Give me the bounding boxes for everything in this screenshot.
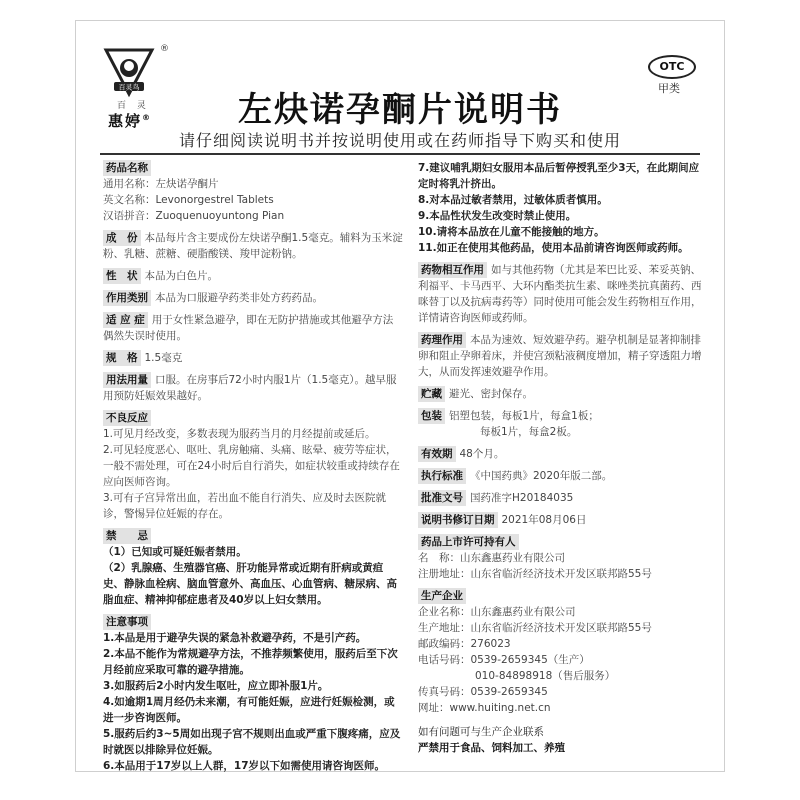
prohibition-note: 严禁用于食品、饲料加工、养殖 xyxy=(418,742,565,754)
precaution-item: 6.本品用于17岁以上人群，17岁以下如需使用请咨询医师。 xyxy=(103,760,386,772)
label-package: 包装 xyxy=(418,408,445,424)
section-manufacturer xyxy=(418,588,703,716)
section-appearance xyxy=(103,268,403,284)
manufacturer-postcode: 邮政编码：276023 xyxy=(418,638,511,650)
label-category: 作用类别 xyxy=(103,290,151,306)
section-pharmacology xyxy=(418,332,703,380)
contraindication-item: （2）乳腺癌、生殖器官癌、肝功能异常或近期有肝病或黄疸史、静脉血栓病、脑血管意外、高血压、心血管病、糖尿病、高脂血症、精神抑郁症患者及40岁以上妇女禁用。 xyxy=(103,562,397,606)
contraindication-item: （1）已知或可疑妊娠者禁用。 xyxy=(103,546,247,558)
section-drug-name xyxy=(103,160,403,224)
section-storage xyxy=(418,386,703,402)
label-storage: 贮藏 xyxy=(418,386,445,402)
label-standard: 执行标准 xyxy=(418,468,466,484)
precaution-item: 2.本品不能作为常规避孕方法，不推荐频繁使用，服药后至下次月经前应采取可靠的避孕措施。 xyxy=(103,648,398,676)
mah-address: 注册地址：山东省临沂经济技术开发区联邦路55号 xyxy=(418,568,652,580)
label-spec: 规 格 xyxy=(103,350,141,366)
precaution-item: 10.请将本品放在儿童不能接触的地方。 xyxy=(418,226,605,238)
manufacturer-phone: 电话号码：0539-2659345（生产） xyxy=(418,654,590,666)
pinyin-name: 汉语拼音：Zuoquenuoyuntong Pian xyxy=(103,210,285,222)
revision-text: 2021年08月06日 xyxy=(501,514,587,526)
otc-badge: OTC xyxy=(648,55,696,79)
generic-name: 通用名称：左炔诺孕酮片 xyxy=(103,178,219,190)
section-contraindications xyxy=(103,528,403,608)
manufacturer-name: 企业名称：山东鑫惠药业有限公司 xyxy=(418,606,576,618)
section-category xyxy=(103,290,403,306)
brand-name: 惠婷® xyxy=(108,112,153,130)
precaution-item: 5.服药后约3~5周如出现子宫不规则出血或严重下腹疼痛，应及时就医以排除异位妊娠。 xyxy=(103,728,401,756)
interactions-text: 如与其他药物（尤其是苯巴比妥、苯妥英钠、利福平、卡马西平、大环内酯类抗生素、咪唑类抗真菌药、西咪替丁以及抗病毒药等）同时使用可能会发生药物相互作用，详情请咨询医师或药师。 xyxy=(418,264,702,324)
mah-name: 名 称：山东鑫惠药业有限公司 xyxy=(418,552,565,564)
label-drug-name: 药品名称 xyxy=(103,160,151,176)
document-subtitle: 请仔细阅读说明书并按说明使用或在药师指导下购买和使用 xyxy=(178,131,621,150)
contact-note: 如有问题可与生产企业联系 xyxy=(418,726,544,738)
manufacturer-phone: 010-84898918（售后服务） xyxy=(475,670,616,682)
document-title: 左炔诺孕酮片说明书 xyxy=(238,90,562,130)
section-standard xyxy=(418,468,703,484)
usage-text: 口服。在房事后72小时内服1片（1.5毫克）。越早服用预防妊娠效果越好。 xyxy=(103,374,397,402)
section-mah xyxy=(418,534,703,582)
precaution-item: 1.本品是用于避孕失误的紧急补救避孕药，不是引产药。 xyxy=(103,632,367,644)
precaution-item: 8.对本品过敏者禁用，过敏体质者慎用。 xyxy=(418,194,608,206)
package-text: 每板1片，每盒2板。 xyxy=(480,426,578,438)
indications-text: 用于女性紧急避孕，即在无防护措施或其他避孕方法偶然失误时使用。 xyxy=(103,314,394,342)
right-column xyxy=(418,160,703,756)
precaution-item: 7.建议哺乳期妇女服用本品后暂停授乳至少3天，在此期间应定时将乳汁挤出。 xyxy=(418,162,700,190)
approval-text: 国药准字H20184035 xyxy=(470,492,574,504)
section-validity xyxy=(418,446,703,462)
english-name: 英文名称：Levonorgestrel Tablets xyxy=(103,194,274,206)
validity-text: 48个月。 xyxy=(459,448,505,460)
label-mah: 药品上市许可持有人 xyxy=(418,534,519,550)
label-usage: 用法用量 xyxy=(103,372,151,388)
brand-subname: 百 灵 xyxy=(117,101,150,111)
label-manufacturer: 生产企业 xyxy=(418,588,466,604)
section-package xyxy=(418,408,703,440)
section-adverse xyxy=(103,410,403,522)
storage-text: 避光、密封保存。 xyxy=(449,388,533,400)
section-precautions-continued xyxy=(418,160,703,256)
spec-text: 1.5毫克 xyxy=(144,352,183,364)
section-indications xyxy=(103,312,403,344)
manufacturer-address: 生产地址：山东省临沂经济技术开发区联邦路55号 xyxy=(418,622,652,634)
package-text: 铝塑包装，每板1片，每盒1板； xyxy=(449,410,599,422)
label-indications: 适 应 症 xyxy=(103,312,148,328)
adverse-item: 1.可见月经改变，多数表现为服药当月的月经提前或延后。 xyxy=(103,428,376,440)
label-validity: 有效期 xyxy=(418,446,456,462)
ingredients-text: 本品每片含主要成份左炔诺孕酮1.5毫克。辅料为玉米淀粉、乳糖、蔗糖、硬脂酸镁、羧甲淀粉钠。 xyxy=(103,232,403,260)
label-approval: 批准文号 xyxy=(418,490,466,506)
label-interactions: 药物相互作用 xyxy=(418,262,487,278)
adverse-item: 3.可有子宫异常出血，若出血不能自行消失、应及时去医院就诊，警惕异位妊娠的存在。 xyxy=(103,492,387,520)
section-spec xyxy=(103,350,403,366)
section-revision xyxy=(418,512,703,528)
manufacturer-fax: 传真号码：0539-2659345 xyxy=(418,686,548,698)
logo-text: 百灵鸟 xyxy=(118,83,140,92)
manufacturer-website: 网址：www.huiting.net.cn xyxy=(418,702,551,714)
label-revision: 说明书修订日期 xyxy=(418,512,498,528)
left-column xyxy=(103,160,403,780)
header-divider xyxy=(100,153,700,155)
section-precautions xyxy=(103,614,403,774)
section-interactions xyxy=(418,262,703,326)
label-appearance: 性 状 xyxy=(103,268,141,284)
label-pharmacology: 药理作用 xyxy=(418,332,466,348)
otc-class: 甲类 xyxy=(658,82,680,95)
precaution-item: 11.如正在使用其他药品，使用本品前请咨询医师或药师。 xyxy=(418,242,689,254)
precaution-item: 3.如服药后2小时内发生呕吐，应立即补服1片。 xyxy=(103,680,329,692)
section-usage xyxy=(103,372,403,404)
section-approval xyxy=(418,490,703,506)
adverse-item: 2.可见轻度恶心、呕吐、乳房触痛、头痛、眩晕、疲劳等症状，一般不需处理，可在24小时后自行消失，如症状较重或持续存在应向医师咨询。 xyxy=(103,444,400,488)
precaution-item: 9.本品性状发生改变时禁止使用。 xyxy=(418,210,577,222)
label-precautions: 注意事项 xyxy=(103,614,151,630)
section-ingredients xyxy=(103,230,403,262)
pharmacology-text: 本品为速效、短效避孕药。避孕机制是显著抑制排卵和阻止孕卵着床，并使宫颈粘液稠度增加，精子穿透阻力增大，从而发挥速效避孕作用。 xyxy=(418,334,702,378)
category-text: 本品为口服避孕药类非处方药药品。 xyxy=(155,292,323,304)
standard-text: 《中国药典》2020年版二部。 xyxy=(470,470,613,482)
appearance-text: 本品为白色片。 xyxy=(144,270,218,282)
precaution-item: 4.如逾期1周月经仍未来潮，有可能妊娠，应进行妊娠检测，或进一步咨询医师。 xyxy=(103,696,395,724)
label-ingredients: 成 份 xyxy=(103,230,141,246)
label-adverse: 不良反应 xyxy=(103,410,151,426)
registered-mark: ® xyxy=(160,44,169,54)
label-contraindications: 禁 忌 xyxy=(103,528,151,544)
